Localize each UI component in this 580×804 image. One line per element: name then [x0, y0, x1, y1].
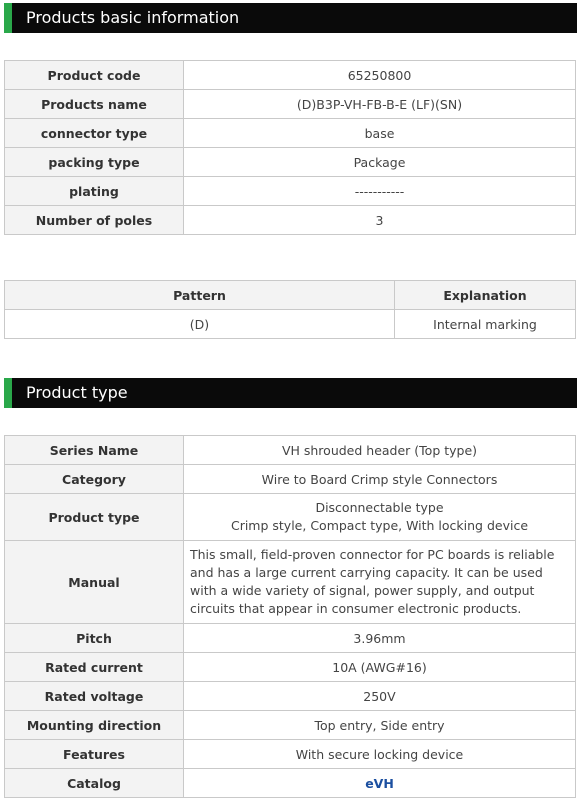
row-value	[184, 494, 576, 541]
manual-description: This small, field-proven connector for PC boards is reliable and has a large current carrying capacity. It can be used with a wide variety of signal, power supply, and output circuits that appear in consumer electronic products.	[184, 541, 576, 624]
product-type-table	[4, 435, 576, 798]
column-header-pattern: Pattern	[5, 281, 395, 310]
table-row	[5, 682, 576, 711]
row-label: Products name	[5, 90, 184, 119]
row-label: Mounting direction	[5, 711, 184, 740]
row-label: Product code	[5, 61, 184, 90]
basic-info-table	[4, 60, 576, 235]
row-label: Number of poles	[5, 206, 184, 235]
table-row	[5, 436, 576, 465]
row-value: VH shrouded header (Top type)	[184, 436, 576, 465]
table-header-row	[5, 281, 576, 310]
row-label: plating	[5, 177, 184, 206]
catalog-cell	[184, 769, 576, 798]
row-label: Product type	[5, 494, 184, 541]
row-label: Manual	[5, 541, 184, 624]
row-value: 3.96mm	[184, 624, 576, 653]
column-header-explanation: Explanation	[395, 281, 576, 310]
row-value: 10A (AWG#16)	[184, 653, 576, 682]
row-label: Features	[5, 740, 184, 769]
product-type-line: Disconnectable type	[315, 500, 444, 515]
table-row	[5, 465, 576, 494]
pattern-table	[4, 280, 576, 339]
row-label: Rated voltage	[5, 682, 184, 711]
table-row	[5, 90, 576, 119]
product-type-line: Crimp style, Compact type, With locking device	[230, 518, 529, 533]
row-value: 250V	[184, 682, 576, 711]
table-row	[5, 494, 576, 541]
section-accent-bar	[4, 3, 12, 33]
row-value: Top entry, Side entry	[184, 711, 576, 740]
row-value: (D)B3P-VH-FB-B-E (LF)(SN)	[184, 90, 576, 119]
section-header-product-type	[4, 378, 577, 408]
table-row	[5, 61, 576, 90]
table-row	[5, 740, 576, 769]
section-title: Product type	[26, 383, 128, 402]
section-accent-bar	[4, 378, 12, 408]
table-row	[5, 653, 576, 682]
catalog-link[interactable]: eVH	[365, 775, 394, 791]
table-row	[5, 541, 576, 624]
row-value: 3	[184, 206, 576, 235]
row-label: connector type	[5, 119, 184, 148]
row-value: With secure locking device	[184, 740, 576, 769]
table-row	[5, 310, 576, 339]
pattern-cell: (D)	[5, 310, 395, 339]
table-row	[5, 177, 576, 206]
row-label: Pitch	[5, 624, 184, 653]
row-label: packing type	[5, 148, 184, 177]
row-value: Wire to Board Crimp style Connectors	[184, 465, 576, 494]
table-row	[5, 206, 576, 235]
row-value: 65250800	[184, 61, 576, 90]
row-label: Catalog	[5, 769, 184, 798]
row-value: -----------	[184, 177, 576, 206]
table-row	[5, 119, 576, 148]
row-label: Series Name	[5, 436, 184, 465]
explanation-cell: Internal marking	[395, 310, 576, 339]
table-row	[5, 769, 576, 798]
row-label: Rated current	[5, 653, 184, 682]
table-row	[5, 711, 576, 740]
table-row	[5, 148, 576, 177]
row-label: Category	[5, 465, 184, 494]
row-value: Package	[184, 148, 576, 177]
section-header-basic-info	[4, 3, 577, 33]
table-row	[5, 624, 576, 653]
row-value: base	[184, 119, 576, 148]
section-title: Products basic information	[26, 8, 240, 27]
